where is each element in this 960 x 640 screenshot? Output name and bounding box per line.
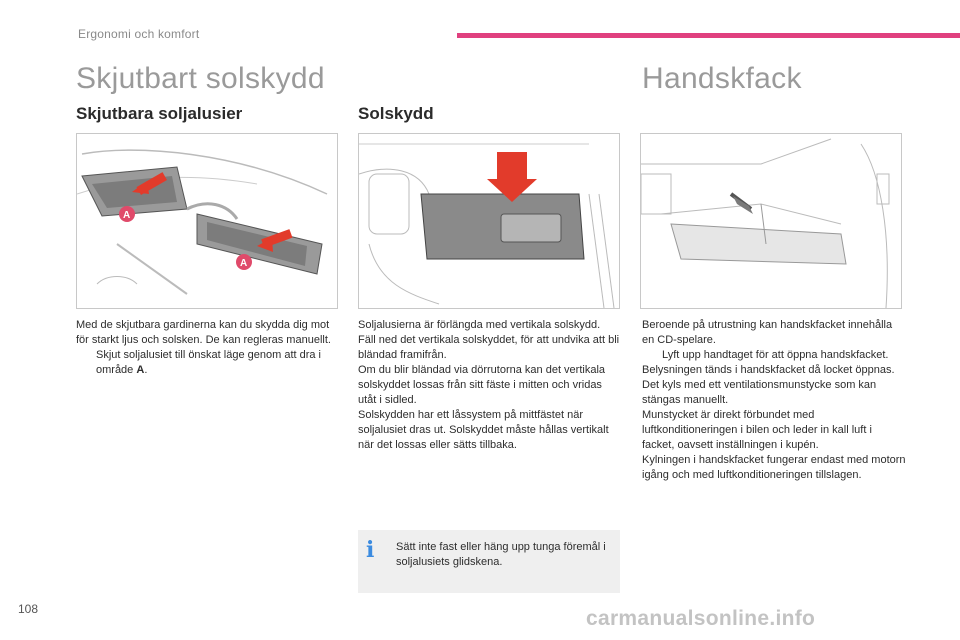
area-a-label: A — [136, 364, 145, 376]
illustration-glovebox — [640, 133, 902, 309]
section-accent-bar — [457, 33, 960, 38]
bullet-icon — [642, 348, 662, 363]
sun-visor-text — [358, 318, 620, 453]
glovebox-text — [642, 318, 907, 483]
illustration-sliding-blinds — [76, 133, 338, 309]
page-number: 108 — [18, 602, 39, 616]
info-icon: i — [366, 537, 375, 563]
marker-a-2: A — [240, 258, 248, 269]
glovebox-bullet-text: Lyft upp handtaget för att öppna handskfacket. — [662, 349, 889, 361]
sliding-blinds-text — [76, 318, 338, 378]
sun-visor-paragraph-3: Om du blir bländad via dörrutorna kan det vertikala solskyddet lossas från sitt fäste i mitten och vridas utåt i sidled. — [358, 364, 606, 406]
sun-visor-paragraph-2: Fäll ned det vertikala solskyddet, för att undvika att bli bländad framifrån. — [358, 334, 620, 361]
glovebox-paragraph-5: Kylningen i handskfacket fungerar endast med motorn igång och med luftkonditioneringen tillslagen. — [642, 454, 906, 481]
glovebox-paragraph-3: Det kyls med ett ventilationsmunstycke som kan stängas manuellt. — [642, 379, 877, 406]
sun-visor-paragraph-1: Soljalusierna är förlängda med vertikala solskydd. — [358, 319, 601, 331]
glovebox-paragraph-2: Belysningen tänds i handskfacket då locket öppnas. — [642, 364, 895, 376]
page-title-glovebox: Handskfack — [642, 62, 802, 95]
info-text: Sätt inte fast eller häng upp tunga föremål i soljalusiets glidskena. — [396, 541, 606, 568]
watermark: carmanualsonline.info — [586, 607, 816, 630]
section-header: Ergonomi och komfort — [78, 27, 200, 41]
glovebox-bullet — [642, 348, 907, 363]
page-title-sunshade: Skjutbart solskydd — [76, 62, 325, 95]
subtitle-sun-visor: Solskydd — [358, 104, 434, 123]
illustration-sun-visor — [358, 133, 620, 309]
marker-a-1: A — [123, 210, 131, 221]
glovebox-paragraph-1: Beroende på utrustning kan handskfacket innehålla en CD-spelare. — [642, 319, 893, 346]
bullet-icon — [76, 348, 96, 378]
sliding-blinds-bullet — [76, 348, 338, 378]
glovebox-paragraph-4: Munstycket är direkt förbundet med luftkonditioneringen i bilen och leder in kall luft i facket, oavsett inställningen i kupén. — [642, 409, 872, 451]
subtitle-sliding-blinds: Skjutbara soljalusier — [76, 104, 243, 123]
bullet-text-end: . — [144, 364, 148, 376]
info-box — [358, 530, 620, 593]
bullet-text: Skjut soljalusiet till önskat läge genom att dra i område — [96, 349, 322, 376]
sliding-blinds-paragraph: Med de skjutbara gardinerna kan du skydda dig mot för starkt ljus och solsken. De kan regleras manuellt. — [76, 319, 331, 346]
sun-visor-paragraph-4: Solskydden har ett låssystem på mittfästet när soljalusiet dras ut. Solskyddet måste hållas vertikalt när det lossas eller sätts tillbaka. — [358, 409, 609, 451]
